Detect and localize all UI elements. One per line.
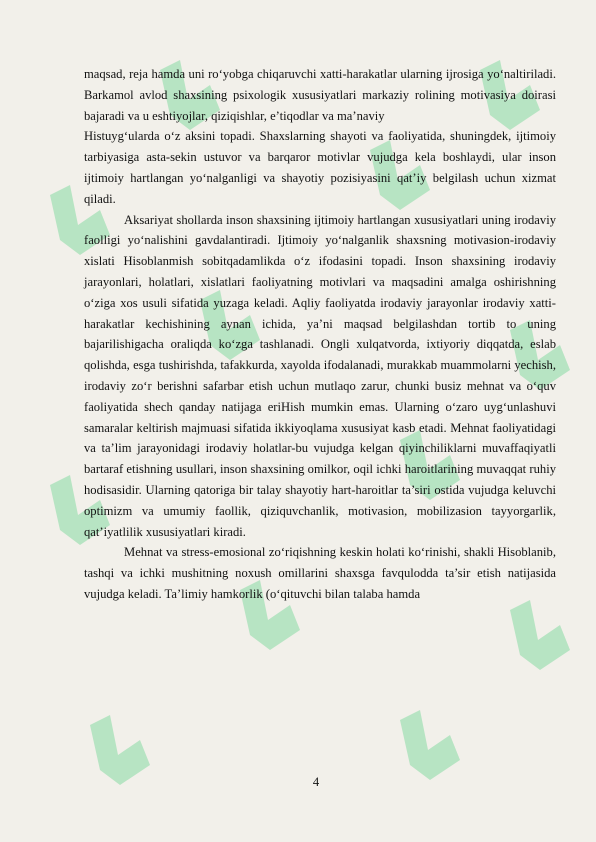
paragraph-2: Histuyg‘ularda o‘z aksini topadi. Shaxslarning shayoti va faoliyatida, shuningdek, ijtimoiy tarbiyasiga asta-sekin ustuvor va barqaror motivlar vujudga kela boshlaydi, ular inson ijtimoiy hartlangan yo‘nalganligi va shayotiy pozisiyasini qat’iy belgilash uchun xizmat qiladi. <box>84 129 556 206</box>
body-text <box>84 64 556 605</box>
page-number: 4 <box>312 775 320 789</box>
paragraph-4: Mehnat va stress-emosional zo‘riqishning keskin holati ko‘rinishi, shakli Hisoblanib, tashqi va ichki mushitning noxush omillarini shaxsga favqulodda ta’sir etish natijasida vujudga keladi. Ta’limiy hamkorlik (o‘qituvchi bilan talaba hamda <box>84 545 556 601</box>
paragraph-3: Aksariyat shollarda inson shaxsining ijtimoiy hartlangan xususiyatlari uning irodaviy faolligi yo‘nalishini gavdalantiradi. Ijtimoiy yo‘nalganlik shaxsning motivasion-irodaviy xislati Hisoblanmish sobitqadamlikda o‘z ifodasini topadi. Inson shaxsining irodaviy jarayonlari, holatlari, xislatlari faoliyatning motivlari va maqsadini amalga oshirishning o‘ziga xos usuli sifatida yuzaga keladi. Aqliy faoliyatda irodaviy jarayonlar irodaviy xatti-harakatlar kechishining aynan ichida, ya’ni maqsad belgilashdan tortib to uning bajarilishigacha oraliqda ko‘zga tashlanadi. Ongli xulqatvorda, ixtiyoriy diqqatda, eslab qolishda, esga tushirishda, tafakkurda, xayolda ifodalanadi, murakkab muammolarni yechish, irodaviy zo‘r berishni safarbar etish uchun mutlaqo zarur, chunki busiz mehnat va o‘quv faoliyatida shech qanday natijaga eriHish mumkin emas. Ularning o‘zaro uyg‘unlashuvi samaralar keltirish majmuasi sifatida ikkiyoqlama xususiyat kasb etadi. Mehnat faoliyatidagi va ta’lim jarayonidagi irodaviy holatlar-bu vujudga kelgan qiyinchiliklarni muvaffaqiyatli bartaraf etishning usullari, inson shaxsining omilkor, oqil ichki haroitlarining muvaqqat ruhiy hodisasidir. Ularning qatoriga bir talay shayotiy hart-haroitlar ta’siri ostida vujudga keluvchi optimizm va umumiy faollik, qiziquvchanlik, motivasion, mobilizasion tayyorgarlik, qat’iyatlilik xususiyatlari kiradi. <box>84 212 556 539</box>
paragraph-1: maqsad, reja hamda uni ro‘yobga chiqaruvchi xatti-harakatlar ularning ijrosiga yo‘naltiriladi. Barkamol avlod shaxsining psixologik xususiyatlari markaziy rolining motivasiya doirasi bajaradi va u eshtiyojlar, qiziqishlar, e’tiqodlar va ma’naviy <box>84 67 556 123</box>
